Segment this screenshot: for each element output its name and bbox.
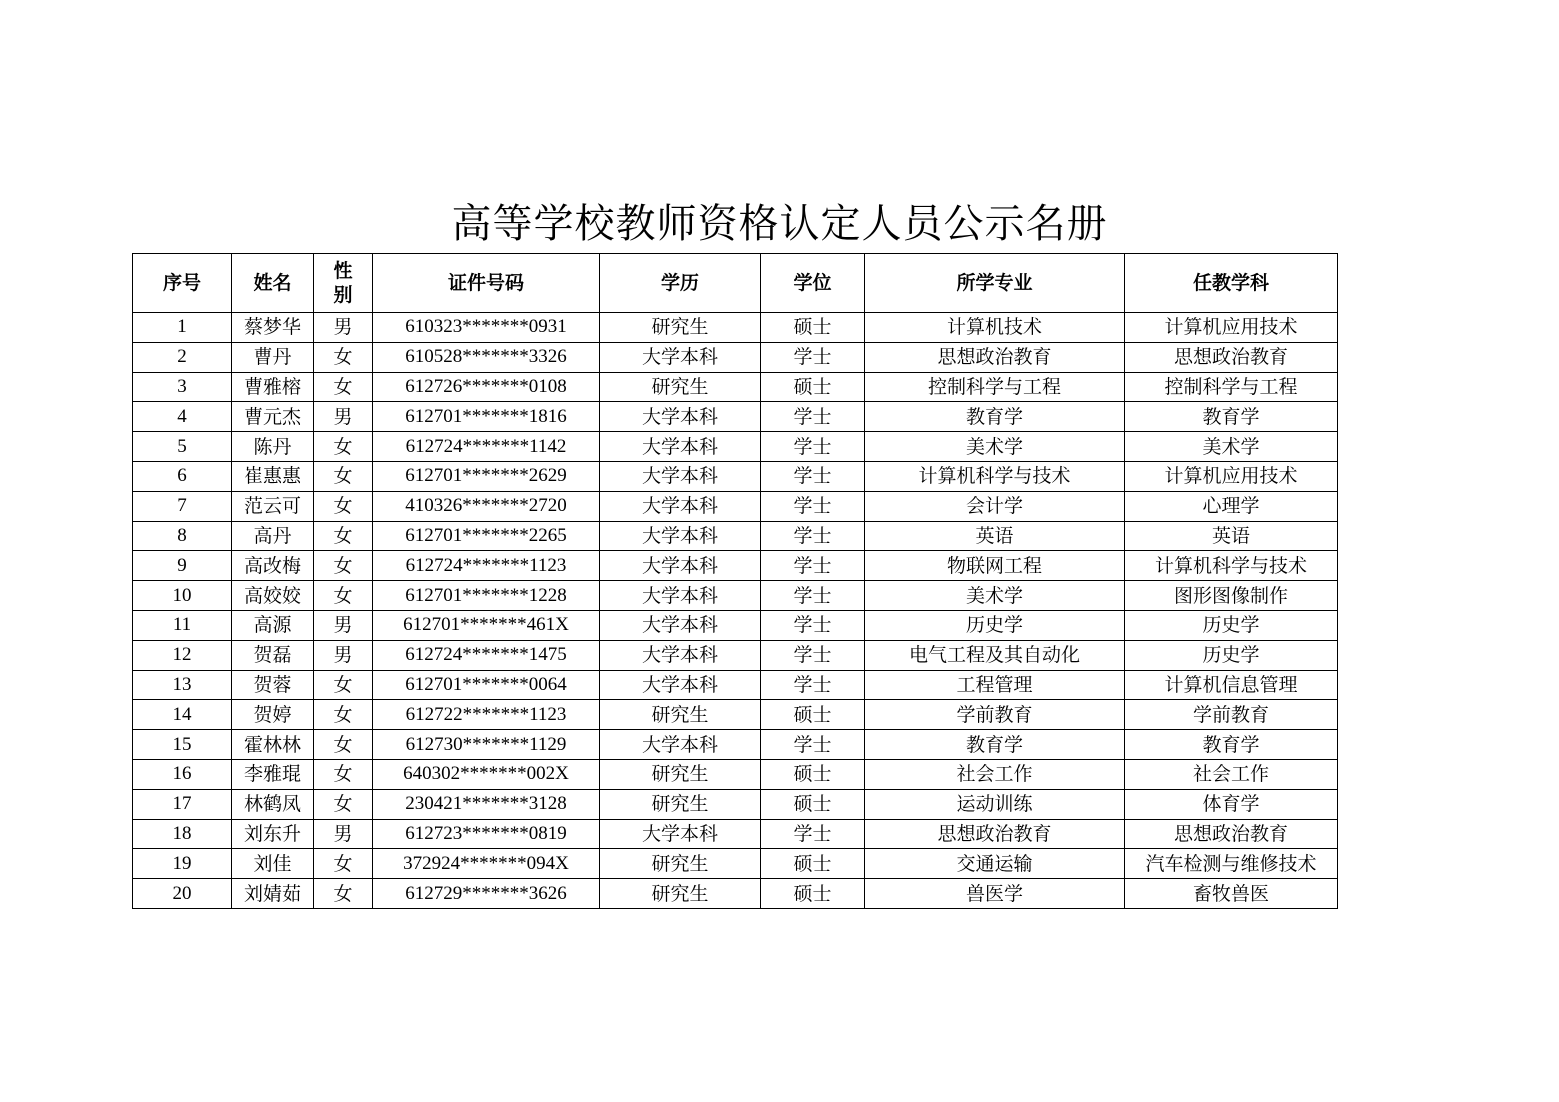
cell-name: 贺婷	[232, 700, 314, 730]
cell-name: 崔惠惠	[232, 461, 314, 491]
cell-degree: 学士	[761, 610, 865, 640]
cell-degree: 学士	[761, 730, 865, 760]
cell-gender: 女	[314, 849, 373, 879]
cell-major: 控制科学与工程	[865, 372, 1125, 402]
table-row	[133, 432, 1338, 462]
cell-name: 曹元杰	[232, 402, 314, 432]
cell-name: 贺蓉	[232, 670, 314, 700]
cell-gender: 女	[314, 730, 373, 760]
header-gender-line1: 性	[333, 260, 353, 282]
table-row	[133, 789, 1338, 819]
cell-gender: 女	[314, 521, 373, 551]
cell-id-number: 612724*******1475	[373, 640, 600, 670]
cell-education: 研究生	[600, 849, 761, 879]
cell-major: 历史学	[865, 610, 1125, 640]
header-name: 姓名	[232, 254, 314, 313]
cell-gender: 女	[314, 581, 373, 611]
cell-index: 14	[133, 700, 232, 730]
cell-subject: 美术学	[1125, 432, 1338, 462]
table-row	[133, 730, 1338, 760]
cell-education: 大学本科	[600, 402, 761, 432]
cell-degree: 学士	[761, 819, 865, 849]
cell-id-number: 612723*******0819	[373, 819, 600, 849]
cell-education: 研究生	[600, 879, 761, 909]
cell-degree: 学士	[761, 342, 865, 372]
cell-major: 兽医学	[865, 879, 1125, 909]
cell-index: 8	[133, 521, 232, 551]
cell-id-number: 612729*******3626	[373, 879, 600, 909]
cell-education: 大学本科	[600, 640, 761, 670]
cell-index: 17	[133, 789, 232, 819]
cell-degree: 硕士	[761, 700, 865, 730]
cell-gender: 男	[314, 640, 373, 670]
cell-degree: 学士	[761, 640, 865, 670]
cell-gender: 男	[314, 819, 373, 849]
cell-major: 教育学	[865, 402, 1125, 432]
cell-name: 刘东升	[232, 819, 314, 849]
cell-name: 高姣姣	[232, 581, 314, 611]
cell-name: 林鹤凤	[232, 789, 314, 819]
cell-name: 高丹	[232, 521, 314, 551]
cell-id-number: 612701*******0064	[373, 670, 600, 700]
cell-major: 会计学	[865, 491, 1125, 521]
cell-subject: 体育学	[1125, 789, 1338, 819]
cell-major: 运动训练	[865, 789, 1125, 819]
cell-education: 研究生	[600, 700, 761, 730]
cell-degree: 学士	[761, 432, 865, 462]
cell-gender: 女	[314, 759, 373, 789]
table-row	[133, 879, 1338, 909]
table-row	[133, 491, 1338, 521]
table-row	[133, 670, 1338, 700]
cell-name: 蔡梦华	[232, 313, 314, 343]
cell-degree: 学士	[761, 521, 865, 551]
cell-subject: 教育学	[1125, 730, 1338, 760]
cell-index: 11	[133, 610, 232, 640]
cell-gender: 女	[314, 879, 373, 909]
cell-name: 李雅琨	[232, 759, 314, 789]
cell-index: 9	[133, 551, 232, 581]
cell-major: 电气工程及其自动化	[865, 640, 1125, 670]
cell-degree: 学士	[761, 670, 865, 700]
header-degree: 学位	[761, 254, 865, 313]
cell-education: 研究生	[600, 759, 761, 789]
header-education: 学历	[600, 254, 761, 313]
cell-id-number: 612701*******2629	[373, 461, 600, 491]
cell-gender: 女	[314, 789, 373, 819]
cell-major: 英语	[865, 521, 1125, 551]
cell-index: 3	[133, 372, 232, 402]
cell-id-number: 612701*******1228	[373, 581, 600, 611]
cell-index: 12	[133, 640, 232, 670]
cell-index: 19	[133, 849, 232, 879]
cell-subject: 控制科学与工程	[1125, 372, 1338, 402]
cell-id-number: 612724*******1123	[373, 551, 600, 581]
cell-major: 社会工作	[865, 759, 1125, 789]
cell-index: 13	[133, 670, 232, 700]
cell-degree: 硕士	[761, 789, 865, 819]
cell-education: 大学本科	[600, 581, 761, 611]
cell-major: 美术学	[865, 581, 1125, 611]
cell-id-number: 612701*******1816	[373, 402, 600, 432]
cell-subject: 学前教育	[1125, 700, 1338, 730]
cell-index: 5	[133, 432, 232, 462]
cell-gender: 女	[314, 372, 373, 402]
cell-subject: 思想政治教育	[1125, 342, 1338, 372]
cell-major: 交通运输	[865, 849, 1125, 879]
cell-name: 高改梅	[232, 551, 314, 581]
cell-gender: 女	[314, 342, 373, 372]
cell-name: 高源	[232, 610, 314, 640]
cell-degree: 学士	[761, 491, 865, 521]
cell-name: 陈丹	[232, 432, 314, 462]
cell-index: 10	[133, 581, 232, 611]
cell-degree: 学士	[761, 581, 865, 611]
cell-subject: 历史学	[1125, 640, 1338, 670]
header-subject: 任教学科	[1125, 254, 1338, 313]
table-row	[133, 819, 1338, 849]
table-row	[133, 313, 1338, 343]
cell-id-number: 612724*******1142	[373, 432, 600, 462]
cell-gender: 女	[314, 551, 373, 581]
table-row	[133, 461, 1338, 491]
cell-major: 思想政治教育	[865, 819, 1125, 849]
cell-id-number: 612726*******0108	[373, 372, 600, 402]
cell-index: 20	[133, 879, 232, 909]
table-row	[133, 342, 1338, 372]
cell-subject: 思想政治教育	[1125, 819, 1338, 849]
cell-major: 思想政治教育	[865, 342, 1125, 372]
cell-name: 贺磊	[232, 640, 314, 670]
cell-education: 大学本科	[600, 432, 761, 462]
cell-education: 大学本科	[600, 670, 761, 700]
cell-subject: 计算机应用技术	[1125, 313, 1338, 343]
cell-major: 教育学	[865, 730, 1125, 760]
cell-name: 刘佳	[232, 849, 314, 879]
header-major: 所学专业	[865, 254, 1125, 313]
cell-education: 大学本科	[600, 551, 761, 581]
cell-id-number: 410326*******2720	[373, 491, 600, 521]
cell-education: 大学本科	[600, 461, 761, 491]
cell-degree: 学士	[761, 402, 865, 432]
cell-education: 大学本科	[600, 819, 761, 849]
cell-degree: 学士	[761, 461, 865, 491]
cell-id-number: 610528*******3326	[373, 342, 600, 372]
cell-id-number: 612701*******461X	[373, 610, 600, 640]
cell-major: 工程管理	[865, 670, 1125, 700]
table-row	[133, 402, 1338, 432]
cell-name: 霍林林	[232, 730, 314, 760]
cell-major: 学前教育	[865, 700, 1125, 730]
cell-id-number: 230421*******3128	[373, 789, 600, 819]
cell-gender: 女	[314, 670, 373, 700]
cell-name: 曹丹	[232, 342, 314, 372]
cell-id-number: 612701*******2265	[373, 521, 600, 551]
cell-subject: 计算机应用技术	[1125, 461, 1338, 491]
cell-degree: 学士	[761, 551, 865, 581]
table-row	[133, 551, 1338, 581]
cell-degree: 硕士	[761, 759, 865, 789]
cell-subject: 教育学	[1125, 402, 1338, 432]
cell-name: 曹雅榕	[232, 372, 314, 402]
cell-index: 18	[133, 819, 232, 849]
table-row	[133, 521, 1338, 551]
table-row	[133, 700, 1338, 730]
cell-education: 大学本科	[600, 342, 761, 372]
cell-index: 4	[133, 402, 232, 432]
cell-major: 计算机科学与技术	[865, 461, 1125, 491]
cell-index: 1	[133, 313, 232, 343]
cell-index: 7	[133, 491, 232, 521]
cell-gender: 男	[314, 313, 373, 343]
roster-body	[133, 313, 1338, 909]
table-row	[133, 581, 1338, 611]
cell-id-number: 610323*******0931	[373, 313, 600, 343]
table-row	[133, 640, 1338, 670]
header-id-number: 证件号码	[373, 254, 600, 313]
cell-subject: 心理学	[1125, 491, 1338, 521]
cell-education: 研究生	[600, 372, 761, 402]
cell-education: 大学本科	[600, 521, 761, 551]
cell-gender: 女	[314, 700, 373, 730]
cell-subject: 计算机科学与技术	[1125, 551, 1338, 581]
header-gender-line2: 别	[333, 284, 353, 306]
cell-gender: 男	[314, 402, 373, 432]
cell-subject: 汽车检测与维修技术	[1125, 849, 1338, 879]
table-row	[133, 610, 1338, 640]
header-gender	[314, 254, 373, 313]
cell-degree: 硕士	[761, 372, 865, 402]
cell-name: 刘婧茹	[232, 879, 314, 909]
cell-subject: 计算机信息管理	[1125, 670, 1338, 700]
header-row	[133, 254, 1338, 313]
table-row	[133, 849, 1338, 879]
cell-degree: 硕士	[761, 849, 865, 879]
cell-index: 16	[133, 759, 232, 789]
cell-gender: 女	[314, 491, 373, 521]
cell-degree: 硕士	[761, 879, 865, 909]
cell-subject: 畜牧兽医	[1125, 879, 1338, 909]
cell-subject: 图形图像制作	[1125, 581, 1338, 611]
cell-id-number: 612722*******1123	[373, 700, 600, 730]
cell-subject: 社会工作	[1125, 759, 1338, 789]
cell-gender: 男	[314, 610, 373, 640]
cell-education: 大学本科	[600, 730, 761, 760]
cell-degree: 硕士	[761, 313, 865, 343]
table-row	[133, 759, 1338, 789]
cell-education: 大学本科	[600, 491, 761, 521]
page-title: 高等学校教师资格认定人员公示名册	[451, 201, 1108, 247]
cell-index: 2	[133, 342, 232, 372]
header-index: 序号	[133, 254, 232, 313]
table-row	[133, 372, 1338, 402]
cell-subject: 历史学	[1125, 610, 1338, 640]
cell-major: 物联网工程	[865, 551, 1125, 581]
cell-name: 范云可	[232, 491, 314, 521]
cell-major: 计算机技术	[865, 313, 1125, 343]
cell-subject: 英语	[1125, 521, 1338, 551]
cell-education: 大学本科	[600, 610, 761, 640]
cell-id-number: 612730*******1129	[373, 730, 600, 760]
roster-table	[132, 253, 1338, 909]
cell-index: 6	[133, 461, 232, 491]
cell-id-number: 372924*******094X	[373, 849, 600, 879]
cell-index: 15	[133, 730, 232, 760]
cell-gender: 女	[314, 461, 373, 491]
cell-id-number: 640302*******002X	[373, 759, 600, 789]
cell-education: 研究生	[600, 789, 761, 819]
cell-gender: 女	[314, 432, 373, 462]
cell-education: 研究生	[600, 313, 761, 343]
cell-major: 美术学	[865, 432, 1125, 462]
